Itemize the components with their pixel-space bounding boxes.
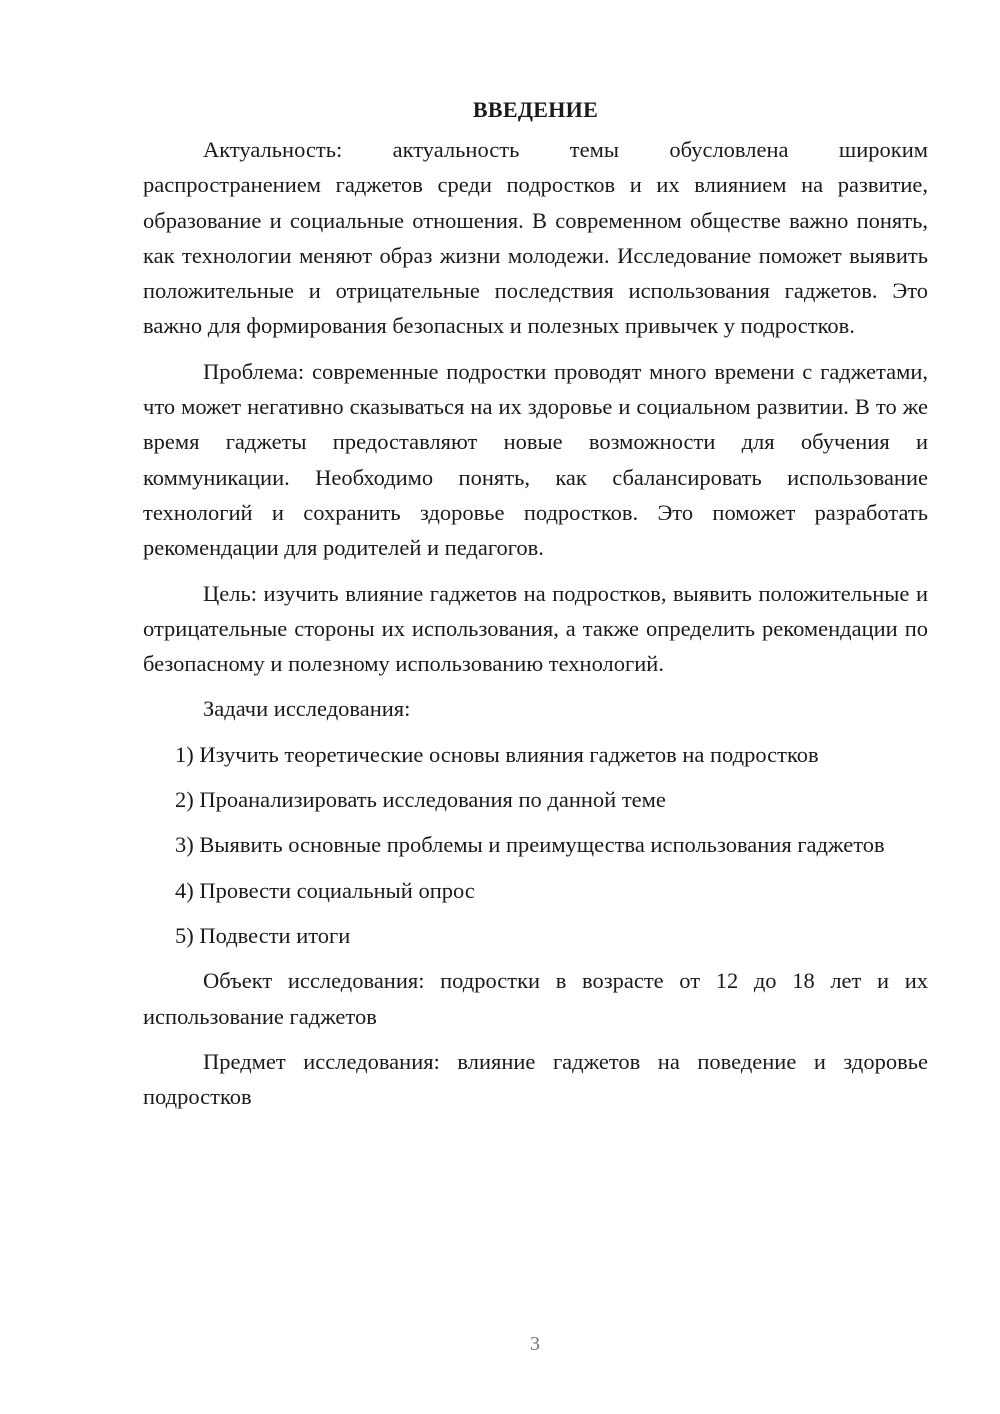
task-item-1: 1) Изучить теоретические основы влияния гаджетов на подростков xyxy=(175,741,819,767)
paragraph-object: Объект исследования: подростки в возрасте от 12 до 18 лет и их использование гаджетов xyxy=(143,968,928,1029)
page-number: 3 xyxy=(530,1333,540,1355)
paragraph-subject: Предмет исследования: влияние гаджетов на поведение и здоровье подростков xyxy=(143,1048,928,1110)
tasks-label: Задачи исследования: xyxy=(203,696,411,722)
paragraph-relevance: Актуальность: актуальность темы обусловлена широким распространением гаджетов среди подростков и их влиянием на развитие, образование и социальные отношения. В современном обществе важно понять, как технологии меняют образ жизни молодежи. Исследование поможет выявить положительные и отрицательные последствия использования гаджетов. Это важно для формирования безопасных и полезных привычек у подростков. xyxy=(143,137,928,339)
paragraph-problem: Проблема: современные подростки проводят много времени с гаджетами, что может негативно сказываться на их здоровье и социальном развитии. В то же время гаджеты предоставляют новые возможности для обучения и коммуникации. Необходимо понять, как сбалансировать использование технологий и сохранить здоровье подростков. Это поможет разработать рекомендации для родителей и педагогов. xyxy=(143,358,928,561)
section-title: ВВЕДЕНИЕ xyxy=(472,97,599,122)
paragraph-goal: Цель: изучить влияние гаджетов на подростков, выявить положительные и отрицательные стороны их использования, а также определить рекомендации по безопасному и полезному использованию технологий. xyxy=(143,580,928,677)
page-content xyxy=(143,92,928,1124)
task-item-5: 5) Подвести итоги xyxy=(175,922,351,948)
task-item-3: 3) Выявить основные проблемы и преимущества использования гаджетов xyxy=(175,832,885,858)
task-item-4: 4) Провести социальный опрос xyxy=(175,877,475,903)
task-item-2: 2) Проанализировать исследования по данной теме xyxy=(175,787,666,813)
